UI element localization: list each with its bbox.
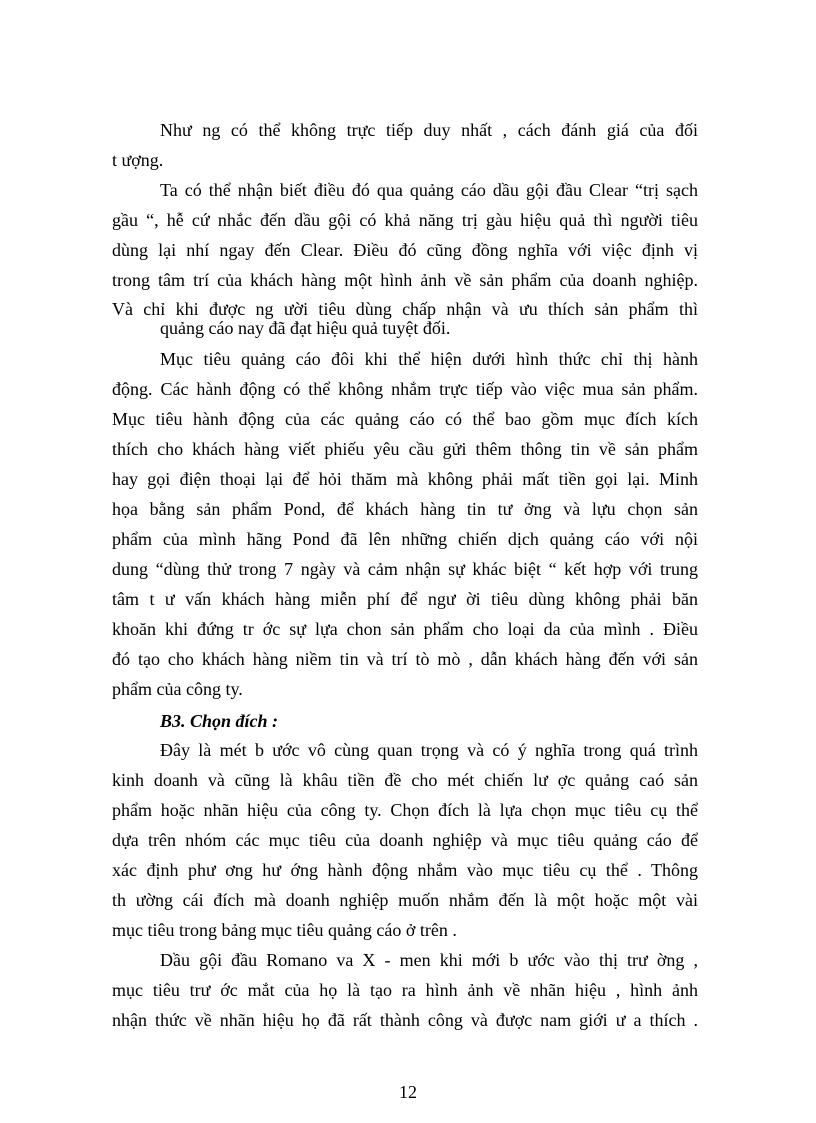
text-line: dựa trên nhóm các mục tiêu của doanh nghiệp và mục tiêu quảng cáo để (112, 830, 698, 850)
text-line: trong tâm trí của khách hàng một hình ảnh về sản phẩm của doanh nghiệp. (112, 270, 698, 290)
text-line: Mục tiêu hành động của các quảng cáo có thể bao gồm mục đích kích (112, 409, 698, 429)
text-line: xác định phư ơng hư ớng hành động nhắm vào mục tiêu cụ thể . Thông (112, 860, 698, 880)
page-number: 12 (399, 1082, 417, 1102)
section-heading: B3. Chọn đích : (160, 711, 279, 731)
text-line: t ượng. (112, 150, 164, 170)
text-line: Dầu gội đầu Romano va X - men khi mới b ước vào thị trư ờng , (160, 950, 698, 970)
text-line: Mục tiêu quảng cáo đôi khi thể hiện dưới hình thức chỉ thị hành (160, 349, 698, 369)
text-line: Đây là mét b ước vô cùng quan trọng và có ý nghĩa trong quá trình (160, 740, 698, 760)
text-line: gầu “, hễ cứ nhắc đến dầu gội có khả năng trị gàu hiệu quả thì người tiêu (112, 210, 698, 230)
text-line: phẩm hoặc nhãn hiệu của công ty. Chọn đích là lựa chọn mục tiêu cụ thể (112, 800, 698, 820)
text-line: nhận thức về nhãn hiệu họ đã rất thành công và được nam giới ư a thích . (112, 1010, 698, 1030)
text-line: th ường cái đích mà doanh nghiệp muốn nhắm đến là một hoặc một vài (112, 890, 698, 910)
text-line: Ta có thể nhận biết điều đó qua quảng cáo dầu gội đầu Clear “trị sạch (160, 180, 698, 200)
text-line: mục tiêu trong bảng mục tiêu quảng cáo ở trên . (112, 920, 457, 940)
text-line: phẩm của công ty. (112, 679, 243, 699)
text-line: hay gọi điện thoại lại để hỏi thăm mà không phải mất tiền gọi lại. Minh (112, 469, 698, 489)
text-line: Như ng có thể không trực tiếp duy nhất , cách đánh giá của đối (160, 120, 698, 140)
text-line: đó tạo cho khách hàng niềm tin và trí tò mò , dẫn khách hàng đến với sản (112, 649, 698, 669)
text-line: Và chỉ khi được ng ười tiêu dùng chấp nhận và ưu thích sản phẩm thì (112, 299, 698, 319)
text-line: kinh doanh và cũng là khâu tiền đề cho mét chiến lư ợc quảng caó sản (112, 770, 698, 790)
text-line: dùng lại nhí ngay đến Clear. Điều đó cũng đồng nghĩa với việc định vị (112, 240, 698, 260)
text-line: khoăn khi đứng tr ớc sự lựa chon sản phẩm cho loại da của mình . Điều (112, 619, 698, 639)
text-line: mục tiêu trư ớc mắt của họ là tạo ra hình ảnh về nhãn hiệu , hình ảnh (112, 980, 698, 1000)
text-line: động. Các hành động có thể không nhắm trực tiếp vào việc mua sản phẩm. (112, 379, 698, 399)
text-line: dung “dùng thử trong 7 ngày và cảm nhận sự khác biệt “ kết hợp với trung (112, 559, 698, 579)
text-line: thích cho khách hàng viết phiếu yêu cầu gửi thêm thông tin về sản phẩm (112, 439, 698, 459)
text-line: quảng cáo nay đã đạt hiệu quả tuyệt đối. (160, 318, 451, 338)
text-line: họa bằng sản phẩm Pond, để khách hàng tin tư ởng và lựu chọn sản (112, 499, 698, 519)
text-line: phẩm của mình hãng Pond đã lên những chiến dịch quảng cáo với nội (112, 529, 698, 549)
text-line: tâm t ư vấn khách hàng miễn phí để ngư ời tiêu dùng không phải băn (112, 589, 698, 609)
